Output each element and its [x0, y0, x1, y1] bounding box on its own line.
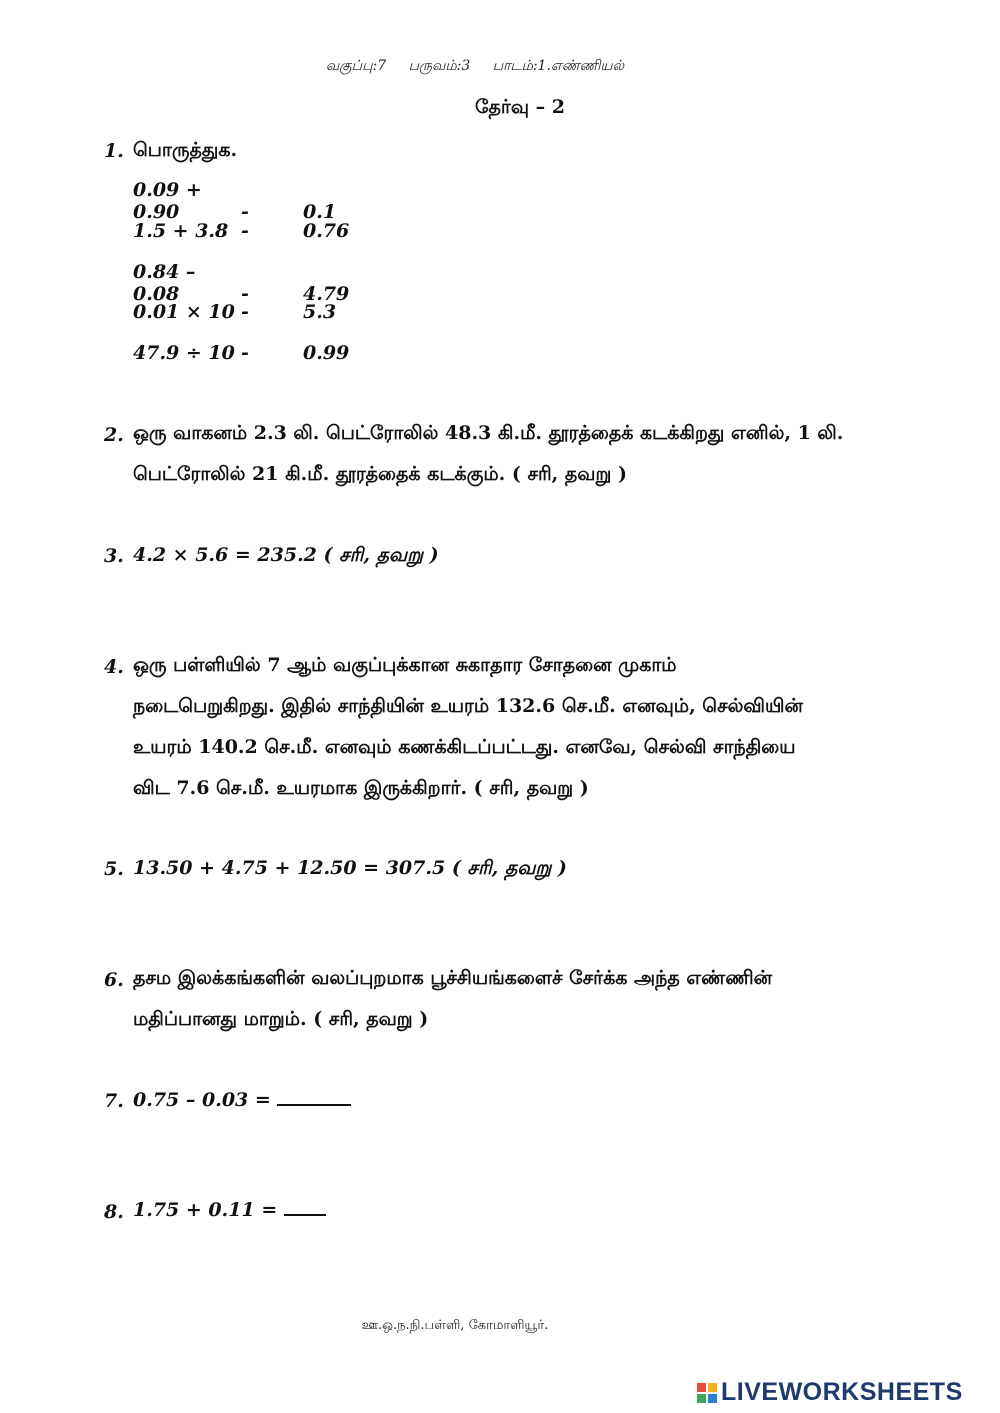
- match-dash: -: [241, 342, 249, 364]
- match-right[interactable]: 5.3: [303, 301, 337, 323]
- liveworksheets-logo-icon: [697, 1383, 717, 1403]
- q7-answer-blank[interactable]: [277, 1086, 351, 1106]
- q4-line4: விட 7.6 செ.மீ. உயரமாக இருக்கிறார். ( சரி, தவறு ): [133, 777, 589, 799]
- match-row: [133, 342, 349, 364]
- match-left: 0.84 – 0.08: [133, 261, 196, 305]
- q6-line1: தசம இலக்கங்களின் வலப்புறமாக பூச்சியங்களைச் சேர்க்க அந்த எண்ணின்: [133, 967, 773, 989]
- q3-number: 3.: [104, 545, 124, 567]
- q4-line3: உயரம் 140.2 செ.மீ. எனவும் கணக்கிடப்பட்டது. எனவே, செல்வி சாந்தியை: [133, 736, 796, 758]
- match-dash: -: [241, 220, 249, 242]
- match-left: 0.01 × 10: [133, 301, 235, 323]
- match-row: [133, 261, 349, 305]
- q4-text[interactable]: [133, 645, 803, 809]
- match-row: [133, 220, 349, 242]
- q6-text[interactable]: [133, 958, 772, 1040]
- q4-number: 4.: [104, 656, 124, 678]
- q8-text: [133, 1190, 326, 1231]
- match-right[interactable]: 0.76: [303, 220, 350, 242]
- lesson-label: பாடம்:1.எண்ணியல்: [492, 58, 625, 74]
- school-footer: ஊ.ஒ.ந.நி.பள்ளி, கோமாளியூர்.: [361, 1318, 549, 1333]
- match-dash: -: [241, 201, 249, 223]
- q7-number: 7.: [104, 1090, 124, 1112]
- match-left: 47.9 ÷ 10: [133, 342, 235, 364]
- match-right[interactable]: 4.79: [303, 283, 350, 305]
- q8-expression: 1.75 + 0.11 =: [133, 1199, 278, 1221]
- match-left: 1.5 + 3.8: [133, 220, 229, 242]
- q6-number: 6.: [104, 969, 124, 991]
- q5-number: 5.: [104, 858, 124, 880]
- q3-text[interactable]: 4.2 × 5.6 = 235.2 ( சரி, தவறு ): [133, 544, 439, 566]
- q8-answer-blank[interactable]: [284, 1196, 326, 1216]
- liveworksheets-brand[interactable]: [697, 1378, 963, 1407]
- match-dash: -: [241, 301, 249, 323]
- match-row: [133, 179, 336, 223]
- match-dash: -: [241, 283, 249, 305]
- term-label: பருவம்:3: [408, 58, 471, 74]
- q7-expression: 0.75 – 0.03 =: [133, 1089, 271, 1111]
- logo-square: [708, 1394, 717, 1403]
- q1-label: பொருத்துக.: [133, 139, 238, 161]
- match-left: 0.09 + 0.90: [133, 179, 202, 223]
- logo-square: [697, 1383, 706, 1392]
- q4-line2: நடைபெறுகிறது. இதில் சாந்தியின் உயரம் 132.6 செ.மீ. எனவும், செல்வியின்: [133, 695, 803, 717]
- q6-line2: மதிப்பானது மாறும். ( சரி, தவறு ): [133, 1008, 429, 1030]
- q2-text[interactable]: [133, 413, 843, 495]
- page-header: [0, 58, 950, 76]
- q1-number: 1.: [104, 140, 124, 162]
- page-title: தேர்வு – 2: [475, 96, 565, 118]
- match-row: [133, 301, 336, 323]
- class-label: வகுப்பு:7: [325, 58, 387, 74]
- q7-text: [133, 1080, 351, 1121]
- q4-line1: ஒரு பள்ளியில் 7 ஆம் வகுப்புக்கான சுகாதார சோதனை முகாம்: [133, 654, 677, 676]
- q2-line1: ஒரு வாகனம் 2.3 லி. பெட்ரோலில் 48.3 கி.மீ. தூரத்தைக் கடக்கிறது எனில், 1 லி.: [133, 422, 844, 444]
- q2-number: 2.: [104, 424, 124, 446]
- logo-square: [708, 1383, 717, 1392]
- q5-text[interactable]: 13.50 + 4.75 + 12.50 = 307.5 ( சரி, தவறு ): [133, 857, 567, 879]
- logo-square: [697, 1394, 706, 1403]
- match-right[interactable]: 0.1: [303, 201, 337, 223]
- match-right[interactable]: 0.99: [303, 342, 350, 364]
- q2-line2: பெட்ரோலில் 21 கி.மீ. தூரத்தைக் கடக்கும். ( சரி, தவறு ): [133, 463, 627, 485]
- brand-name: LIVEWORKSHEETS: [721, 1378, 963, 1406]
- q8-number: 8.: [104, 1201, 124, 1223]
